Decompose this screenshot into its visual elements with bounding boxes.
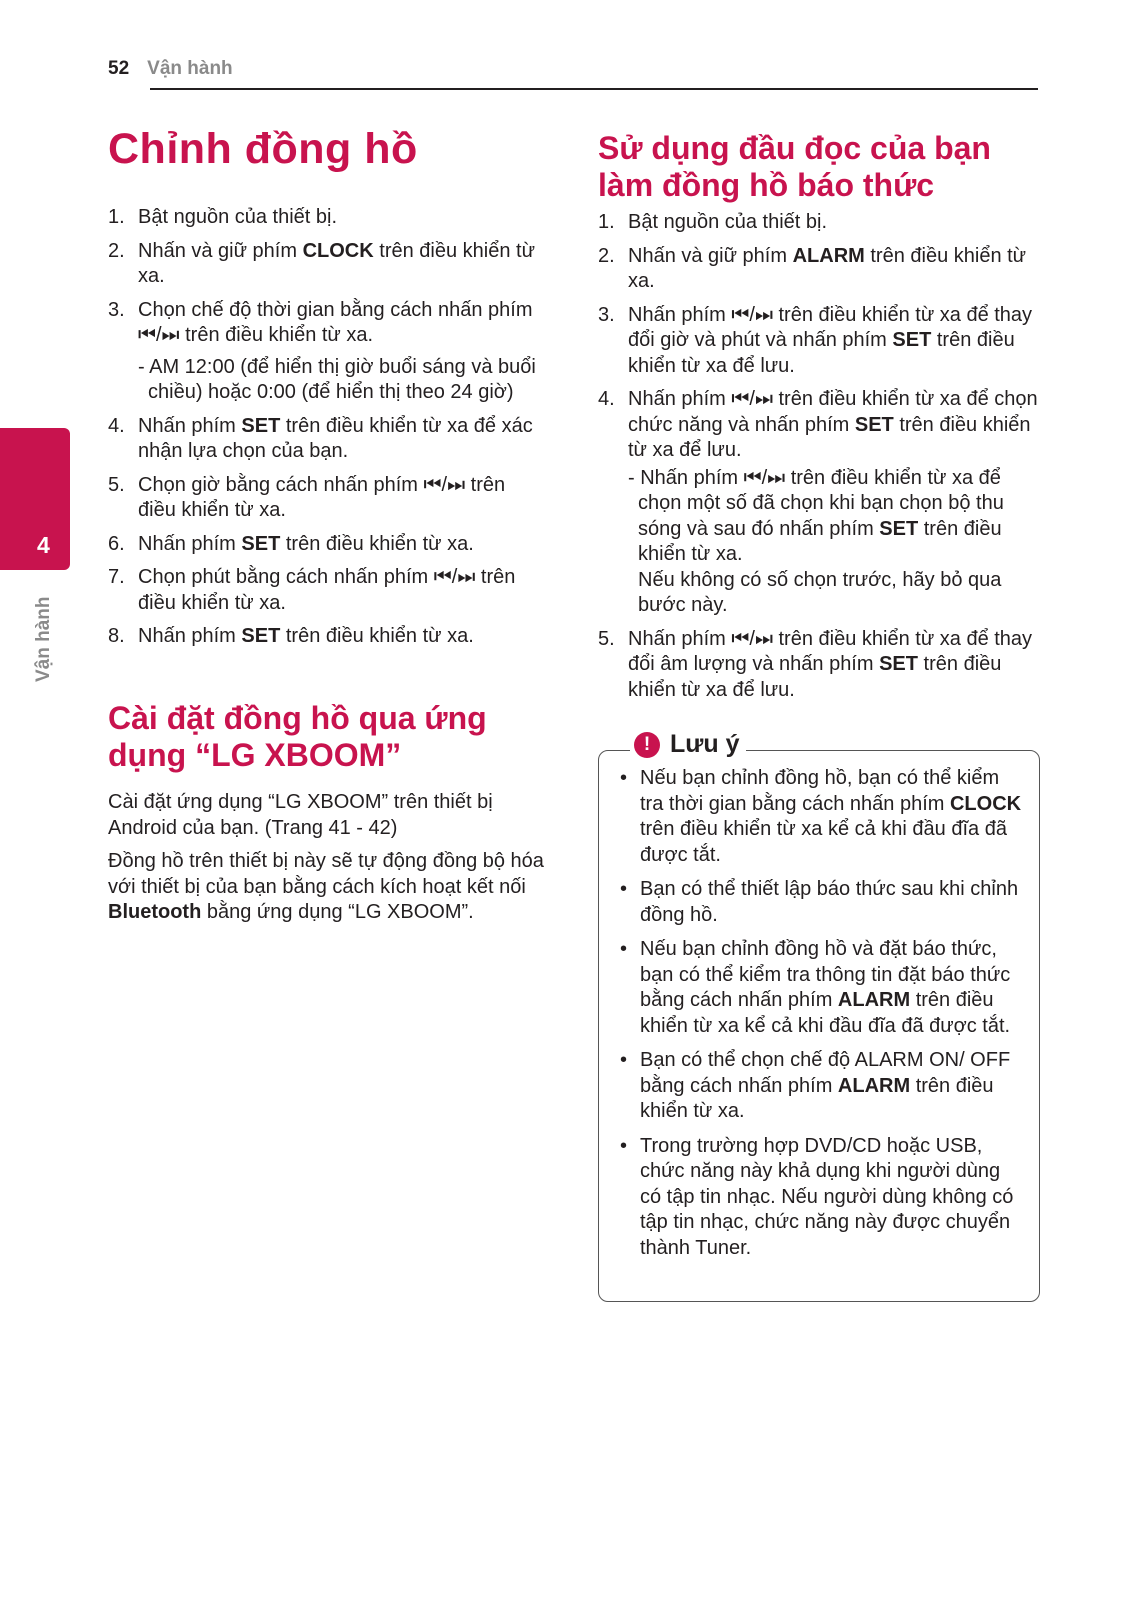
list-item: • Trong trường hợp DVD/CD hoặc USB, chức năng này khả dụng khi người dùng có tập tin nhạc. Nếu người dùng không có tập tin nhạc, chức năng này được chuyển thành Tuner.	[618, 1134, 1023, 1262]
list-item: 1. Bật nguồn của thiết bị.	[108, 206, 338, 228]
header-section: Vận hành	[147, 58, 233, 79]
alarm-steps	[598, 210, 1038, 703]
list-item: • Nếu bạn chỉnh đồng hồ, bạn có thể kiểm tra thời gian bằng cách nhấn phím CLOCK trên điều khiển từ xa kể cả khi đầu đĩa đã được tắt.	[618, 766, 1023, 868]
list-item: 2. Nhấn và giữ phím ALARM trên điều khiển từ xa.	[598, 244, 1027, 292]
page-title: Chỉnh đồng hồ	[108, 125, 418, 173]
list-item: • Nếu bạn chỉnh đồng hồ và đặt báo thức, bạn có thể kiểm tra thông tin đặt báo thức bằng cách nhấn phím ALARM trên điều khiển từ xa kể cả khi đầu đĩa đã được tắt.	[618, 937, 1023, 1039]
list-item: 6. Nhấn phím SET trên điều khiển từ xa.	[108, 532, 474, 555]
list-item: 7. Chọn phút bằng cách nhấn phím ⏮/⏭ trên điều khiển từ xa.	[108, 566, 516, 614]
page-header	[108, 58, 233, 80]
app-section-para1: Cài đặt ứng dụng “LG XBOOM” trên thiết bị Android của bạn. (Trang 41 - 42)	[108, 791, 493, 839]
list-item: 3. Chọn chế độ thời gian bằng cách nhấn phím ⏮/⏭ trên điều khiển từ xa. - AM 12:00 (để hiển thị giờ buổi sáng và buổi chiều) hoặc 0:00 (để hiển thị theo 24 giờ)	[108, 298, 548, 406]
list-item: 5. Nhấn phím ⏮/⏭ trên điều khiển từ xa để thay đổi âm lượng và nhấn phím SET trên điều khiển từ xa để lưu.	[598, 627, 1033, 701]
alarm-section-title: Sử dụng đầu đọc của bạn làm đồng hồ báo thức	[598, 130, 991, 203]
warning-icon: !	[634, 732, 660, 758]
note-list-block	[618, 766, 1023, 1270]
app-section-para2: Đồng hồ trên thiết bị này sẽ tự động đồng bộ hóa với thiết bị của bạn bằng cách kích hoạt kết nối Bluetooth bằng ứng dụng “LG XBOOM”.	[108, 850, 544, 923]
note-list	[618, 766, 1023, 1261]
chapter-label-text: Vận hành	[33, 596, 54, 682]
chapter-number: 4	[37, 532, 50, 558]
list-item: 3. Nhấn phím ⏮/⏭ trên điều khiển từ xa để thay đổi giờ và phút và nhấn phím SET trên điều khiển từ xa để lưu.	[598, 303, 1033, 377]
note-title: Lưu ý	[670, 730, 740, 758]
chapter-tab	[0, 428, 70, 570]
list-item: 8. Nhấn phím SET trên điều khiển từ xa.	[108, 625, 474, 647]
page-number: 52	[108, 58, 130, 79]
list-item: 4. Nhấn phím ⏮/⏭ trên điều khiển từ xa để chọn chức năng và nhấn phím SET trên điều khiển từ xa để lưu. - Nhấn phím ⏮/⏭ trên điều khiển từ xa để chọn một số đã chọn khi bạn chọn bộ thu sóng và sau đó nhấn phím SET trên điều khiển từ xa. Nếu không có số chọn trước, hãy bỏ qua bước này.	[598, 387, 1038, 619]
clock-steps-block	[108, 205, 548, 658]
note-header	[630, 730, 746, 759]
list-item: • Bạn có thể thiết lập báo thức sau khi chỉnh đồng hồ.	[618, 877, 1023, 928]
alarm-steps-block	[598, 210, 1038, 711]
list-item: 2. Nhấn và giữ phím CLOCK trên điều khiển từ xa.	[108, 239, 535, 287]
alarm-section	[598, 130, 1038, 204]
sub-note: - Nhấn phím ⏮/⏭ trên điều khiển từ xa để chọn một số đã chọn khi bạn chọn bộ thu sóng và sau đó nhấn phím SET trên điều khiển từ xa.	[628, 466, 1004, 565]
chapter-label	[30, 578, 60, 682]
list-item: • Bạn có thể chọn chế độ ALARM ON/ OFF bằng cách nhấn phím ALARM trên điều khiển từ xa.	[618, 1048, 1023, 1125]
clock-steps	[108, 205, 548, 650]
list-item: 4. Nhấn phím SET trên điều khiển từ xa để xác nhận lựa chọn của bạn.	[108, 414, 533, 462]
app-section	[108, 700, 548, 934]
app-section-title: Cài đặt đồng hồ qua ứng dụng “LG XBOOM”	[108, 700, 487, 773]
list-item: 5. Chọn giờ bằng cách nhấn phím ⏮/⏭ trên điều khiển từ xa.	[108, 473, 506, 521]
list-item: 1. Bật nguồn của thiết bị.	[598, 211, 828, 233]
header-rule	[150, 88, 1038, 90]
sub-note: - AM 12:00 (để hiển thị giờ buổi sáng và buổi chiều) hoặc 0:00 (để hiển thị theo 24 giờ)	[138, 355, 536, 403]
sub-note-cont: Nếu không có số chọn trước, hãy bỏ qua bước này.	[638, 568, 1002, 616]
